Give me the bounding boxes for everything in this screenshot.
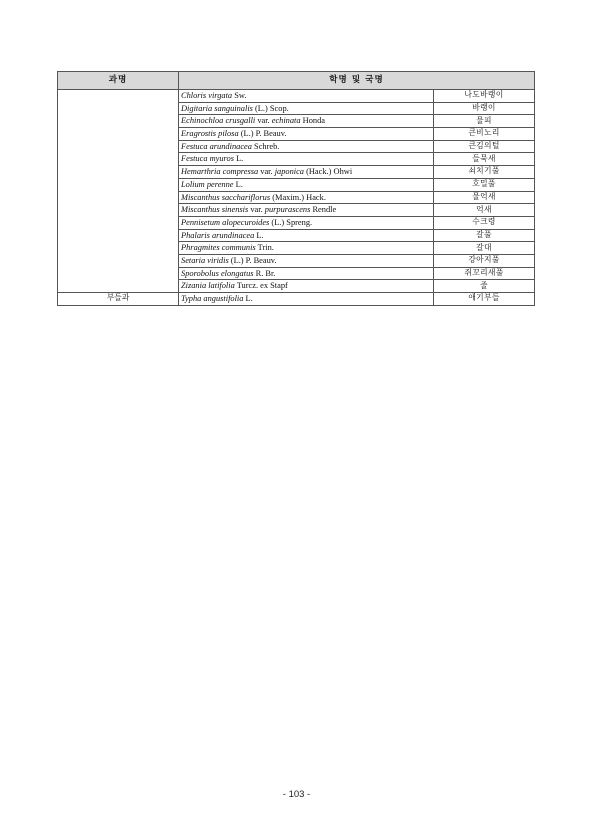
infraspecific-epithet: echinata	[271, 116, 301, 126]
korean-name-cell: 호밀풀	[434, 178, 535, 191]
genus-name: Hemarthria	[181, 167, 221, 177]
author-citation: R. Br.	[255, 268, 276, 278]
genus-name: Zizania	[181, 281, 207, 291]
species-epithet: crusgalli	[225, 116, 256, 126]
genus-name: Typha	[181, 294, 202, 304]
family-column-header: 과명	[58, 72, 179, 90]
scientific-name-cell	[179, 90, 434, 103]
author-citation: L.	[245, 294, 253, 304]
species-epithet: perenne	[206, 179, 234, 189]
species-epithet: pilosa	[218, 129, 239, 139]
scientific-name-cell	[179, 242, 434, 255]
species-epithet: myuros	[209, 154, 234, 164]
scientific-name-cell	[179, 229, 434, 242]
species-epithet: arundinacea	[211, 230, 255, 240]
family-cell: 부들과	[58, 293, 179, 306]
korean-name-cell: 들묵새	[434, 153, 535, 166]
author-citation: L.	[235, 179, 243, 189]
korean-name-cell: 강아지풀	[434, 254, 535, 267]
korean-name-cell: 나도바랭이	[434, 90, 535, 103]
table-row	[58, 90, 535, 103]
table-header-row	[58, 72, 535, 90]
author-citation: Trin.	[257, 243, 274, 253]
author-citation: (L.) Spreng.	[271, 217, 313, 227]
genus-name: Festuca	[181, 141, 208, 151]
author-citation: L.	[236, 154, 244, 164]
page-number: - 103 -	[282, 789, 311, 800]
species-epithet: virgata	[208, 91, 233, 101]
species-epithet: elongatus	[220, 268, 254, 278]
author-citation: Schreb.	[254, 141, 280, 151]
author-citation: Rendle	[312, 205, 337, 215]
infraspecific-epithet: purpurascens	[264, 205, 311, 215]
korean-name-cell: 물억새	[434, 191, 535, 204]
scientific-name-cell	[179, 280, 434, 293]
genus-name: Phragmites	[181, 243, 220, 253]
species-epithet: viridis	[207, 255, 229, 265]
scientific-name-cell	[179, 102, 434, 115]
scientific-name-cell	[179, 153, 434, 166]
scientific-name-cell	[179, 140, 434, 153]
infraspecific-rank: var.	[257, 116, 270, 126]
genus-name: Setaria	[181, 255, 206, 265]
species-epithet: sinensis	[221, 205, 249, 215]
author-citation: (Maxim.) Hack.	[272, 192, 326, 202]
scientific-name-cell	[179, 166, 434, 179]
korean-name-cell: 쇠치기풀	[434, 166, 535, 179]
species-epithet: latifolia	[208, 281, 235, 291]
scientific-name-cell	[179, 204, 434, 217]
korean-name-cell: 갈풀	[434, 229, 535, 242]
korean-name-cell: 물피	[434, 115, 535, 128]
genus-name: Digitaria	[181, 103, 213, 113]
author-citation: L.	[256, 230, 264, 240]
scientific-name-cell	[179, 216, 434, 229]
scientific-name-cell	[179, 293, 434, 306]
species-epithet: arundinacea	[209, 141, 252, 151]
family-cell	[58, 90, 179, 293]
author-citation: (Hack.) Ohwi	[306, 167, 353, 177]
names-column-header: 학명 및 국명	[179, 72, 535, 90]
korean-name-cell: 큰김의털	[434, 140, 535, 153]
scientific-name-cell	[179, 254, 434, 267]
genus-name: Echinochloa	[181, 116, 224, 126]
species-epithet: compressa	[222, 167, 259, 177]
korean-name-cell: 갈대	[434, 242, 535, 255]
author-citation: Honda	[302, 116, 325, 126]
genus-name: Phalaris	[181, 230, 210, 240]
infraspecific-epithet: japonica	[274, 167, 304, 177]
table-row	[58, 293, 535, 306]
author-citation: Sw.	[234, 91, 247, 101]
korean-name-cell: 바랭이	[434, 102, 535, 115]
species-table	[57, 71, 535, 306]
genus-name: Festuca	[181, 154, 208, 164]
genus-name: Miscanthus	[181, 205, 220, 215]
species-epithet: communis	[221, 243, 256, 253]
table-body	[58, 90, 535, 306]
korean-name-cell: 수크령	[434, 216, 535, 229]
genus-name: Pennisetum	[181, 217, 221, 227]
korean-name-cell: 큰비노리	[434, 128, 535, 141]
species-epithet: sacchariflorus	[221, 192, 271, 202]
species-epithet: sanguinalis	[214, 103, 253, 113]
genus-name: Miscanthus	[181, 192, 220, 202]
korean-name-cell: 애기부들	[434, 293, 535, 306]
genus-name: Eragrostis	[181, 129, 217, 139]
genus-name: Lolium	[181, 179, 205, 189]
author-citation: (L.) Scop.	[255, 103, 289, 113]
scientific-name-cell	[179, 178, 434, 191]
infraspecific-rank: var.	[260, 167, 273, 177]
infraspecific-rank: var.	[250, 205, 263, 215]
genus-name: Chloris	[181, 91, 207, 101]
korean-name-cell: 쥐꼬리새풀	[434, 267, 535, 280]
species-epithet: angustifolia	[203, 294, 244, 304]
scientific-name-cell	[179, 267, 434, 280]
scientific-name-cell	[179, 115, 434, 128]
genus-name: Sporobolus	[181, 268, 219, 278]
author-citation: (L.) P. Beauv.	[240, 129, 287, 139]
korean-name-cell: 줄	[434, 280, 535, 293]
korean-name-cell: 억새	[434, 204, 535, 217]
scientific-name-cell	[179, 128, 434, 141]
author-citation: Turcz. ex Stapf	[236, 281, 288, 291]
scientific-name-cell	[179, 191, 434, 204]
author-citation: (L.) P. Beauv.	[230, 255, 277, 265]
species-epithet: alopecuroides	[222, 217, 270, 227]
